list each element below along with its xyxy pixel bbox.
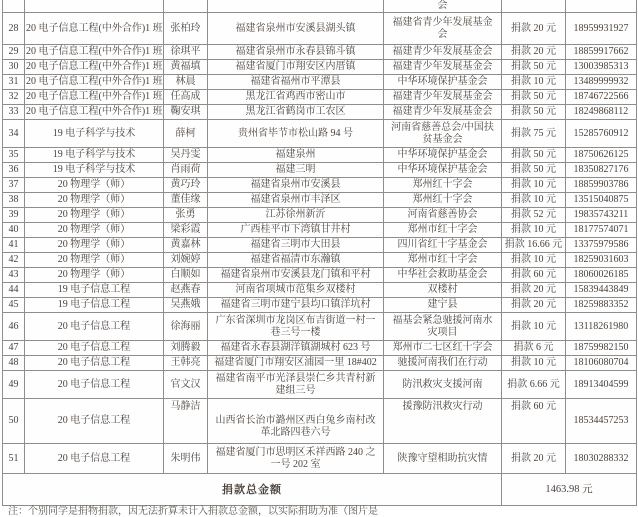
cell-address: 福建省南平市光泽县崇仁乡共青村新建组三号 [208, 371, 384, 399]
cell-index: 42 [3, 253, 25, 268]
cell-index: 28 [3, 13, 25, 45]
cell-class: 20 物理学（师） [25, 223, 164, 238]
cell-phone: 18259883352 [566, 298, 637, 313]
cell-donation-org: 福建青少年发展基金会 [384, 90, 502, 105]
table-row [3, 356, 637, 371]
table-row [3, 223, 637, 238]
cell-index: 44 [3, 283, 25, 298]
cell-address: 福建省泉州市安溪县湖头镇 [208, 13, 384, 45]
cell-donation-amount: 捐款 10 元 [502, 223, 566, 238]
cell-donation-org: 四川省红十字基金会 [384, 238, 502, 253]
total-amount-value: 1463.98 元 [502, 474, 637, 506]
cell-address [208, 0, 384, 13]
cell-phone: 18030288332 [566, 444, 637, 474]
cell-index: 29 [3, 45, 25, 60]
cell-index: 40 [3, 223, 25, 238]
cell-index: 30 [3, 60, 25, 75]
cell-class: 20 电子信息工程 [25, 444, 164, 474]
cell-donation-org: 会 [384, 0, 502, 13]
cell-phone: 18750626125 [566, 148, 637, 163]
cell-address: 福建省三明市大田县 [208, 238, 384, 253]
cell-index: 46 [3, 313, 25, 341]
table-row [3, 283, 637, 298]
table-row-partial [3, 0, 637, 13]
table-row [3, 105, 637, 120]
cell-donation-amount: 捐款 50 元 [502, 60, 566, 75]
cell-index: 33 [3, 105, 25, 120]
cell-index: 48 [3, 356, 25, 371]
cell-class: 20 电子信息工程 [25, 341, 164, 356]
cell-donation-amount: 捐款 10 元 [502, 193, 566, 208]
cell-phone: 13489999932 [566, 75, 637, 90]
cell-student-name: 董佳缘 [164, 193, 208, 208]
cell-index: 35 [3, 148, 25, 163]
cell-donation-org: 福建青少年发展基金会 [384, 105, 502, 120]
cell-donation-amount: 捐款 52 元 [502, 208, 566, 223]
cell-phone: 19835743211 [566, 208, 637, 223]
cell-address: 广东省深圳市龙岗区布吉街道一村一巷三号一楼 [208, 313, 384, 341]
cell-phone: 18534457253 [566, 399, 637, 444]
cell-donation-amount: 捐款 50 元 [502, 90, 566, 105]
cell-address: 福建省厦门市翔安区内厝镇 [208, 60, 384, 75]
cell-phone: 13515040875 [566, 193, 637, 208]
clipped-footnote-text: 注：个别同学是捐物捐款，因无法折算未计入捐款总金额，以实际捐助为准（图片是 [8, 506, 378, 517]
cell-class: 20 电子信息工程 [25, 371, 164, 399]
cell-class: 20 物理学（师） [25, 238, 164, 253]
cell-donation-org: 陕豫守望相助抗灾情 [384, 444, 502, 474]
cell-student-name: 刘腾毅 [164, 341, 208, 356]
cell-student-name: 林晨 [164, 75, 208, 90]
cell-donation-org: 郑州红十字会 [384, 178, 502, 193]
cell-donation-org: 中华环境保护基金会 [384, 148, 502, 163]
cell-student-name: 朱明伟 [164, 444, 208, 474]
table-row [3, 75, 637, 90]
cell-phone: 18350827176 [566, 163, 637, 178]
table-row [3, 193, 637, 208]
cell-index: 32 [3, 90, 25, 105]
cell-donation-org: 援豫防汛救灾行动 [384, 399, 502, 444]
cell-donation-amount: 捐款 20 元 [502, 13, 566, 45]
cell-donation-org: 建宁县 [384, 298, 502, 313]
cell-student-name: 黄嘉林 [164, 238, 208, 253]
cell-class: 20 电子信息工程(中外合作)1 班 [25, 13, 164, 45]
cell-index: 45 [3, 298, 25, 313]
cell-student-name: 刘婉婷 [164, 253, 208, 268]
cell-class: 20 电子信息工程 [25, 313, 164, 341]
cell-phone: 18249868112 [566, 105, 637, 120]
cell-address: 福建省泉州市安溪县龙门镇和平村 [208, 268, 384, 283]
cell-donation-org: 驰援河南我们在行动 [384, 356, 502, 371]
cell-donation-amount: 捐款 10 元 [502, 178, 566, 193]
cell-donation-org: 福建省青少年发展基金会 [384, 13, 502, 45]
cell-class: 20 物理学（师） [25, 193, 164, 208]
cell-donation-org: 双楼村 [384, 283, 502, 298]
cell-address: 福建省泉州市安溪县 [208, 178, 384, 193]
cell-address: 广西桂平市下湾镇甘井村 [208, 223, 384, 238]
cell-donation-amount: 捐款 50 元 [502, 148, 566, 163]
cell-student-name: 肖雨荷 [164, 163, 208, 178]
cell-student-name: 梁彩霞 [164, 223, 208, 238]
cell-address: 河南省项城市范集乡双楼村 [208, 283, 384, 298]
cell-donation-org: 河南省慈善总会/中国扶贫基金会 [384, 120, 502, 148]
cell-donation-amount: 捐款 20 元 [502, 45, 566, 60]
cell-class [25, 0, 164, 13]
table-row [3, 163, 637, 178]
table-row [3, 238, 637, 253]
cell-donation-org: 中华社会救助基金会 [384, 268, 502, 283]
cell-phone: 13118261980 [566, 313, 637, 341]
cell-donation-org: 郑州市红十字会 [384, 253, 502, 268]
cell-index: 36 [3, 163, 25, 178]
cell-class: 20 物理学（师） [25, 178, 164, 193]
cell-class: 20 电子信息工程 [25, 356, 164, 371]
cell-donation-amount: 捐款 10 元 [502, 75, 566, 90]
cell-address: 黑龙江省鹤岗市工农区 [208, 105, 384, 120]
cell-phone: 18746722566 [566, 90, 637, 105]
cell-class: 20 电子信息工程 [25, 399, 164, 444]
table-row [3, 45, 637, 60]
cell-index: 50 [3, 399, 25, 444]
cell-phone: 18106080704 [566, 356, 637, 371]
cell-donation-amount: 捐款 10 元 [502, 313, 566, 341]
table-row [3, 208, 637, 223]
total-label: 捐款总金额 [3, 474, 502, 506]
cell-donation-amount: 捐款 60 元 [502, 399, 566, 444]
cell-phone: 15285760912 [566, 120, 637, 148]
table-row [3, 178, 637, 193]
table-row [3, 399, 637, 444]
cell-address: 贵州省毕节市松山路 94 号 [208, 120, 384, 148]
table-row [3, 253, 637, 268]
cell-student-name: 王韩亮 [164, 356, 208, 371]
cell-class: 20 物理学（师） [25, 208, 164, 223]
cell-donation-amount: 捐款 50 元 [502, 105, 566, 120]
cell-address: 福建泉州 [208, 148, 384, 163]
cell-address: 福建省泉州市永春县锦斗镇 [208, 45, 384, 60]
cell-donation-amount: 捐款 75 元 [502, 120, 566, 148]
cell-phone: 13375979586 [566, 238, 637, 253]
cell-class: 19 电子信息工程 [25, 298, 164, 313]
cell-class: 20 电子信息工程(中外合作)1 班 [25, 105, 164, 120]
cell-class: 19 电子科学与技术 [25, 163, 164, 178]
cell-address: 福建省三明市建宁县均口镇洋坑村 [208, 298, 384, 313]
cell-student-name: 赵燕春 [164, 283, 208, 298]
cell-address: 福建省泉州市丰泽区 [208, 193, 384, 208]
table-row [3, 13, 637, 45]
cell-student-name: 马静洁 [164, 399, 208, 444]
table-row [3, 120, 637, 148]
cell-student-name [164, 0, 208, 13]
cell-address: 福建省福清市东瀚镇 [208, 253, 384, 268]
table-row [3, 298, 637, 313]
cell-student-name: 吴燕娥 [164, 298, 208, 313]
cell-class: 20 电子信息工程(中外合作)1 班 [25, 60, 164, 75]
cell-student-name: 薛柯 [164, 120, 208, 148]
cell-student-name: 鞠安琪 [164, 105, 208, 120]
cell-student-name: 徐海丽 [164, 313, 208, 341]
cell-phone: 15839443849 [566, 283, 637, 298]
cell-donation-amount: 捐款 6 元 [502, 341, 566, 356]
cell-phone: 18060026185 [566, 268, 637, 283]
cell-phone: 18759982150 [566, 341, 637, 356]
cell-class: 19 电子信息工程 [25, 283, 164, 298]
cell-phone: 18859903786 [566, 178, 637, 193]
cell-phone: 18913404599 [566, 371, 637, 399]
cell-donation-amount: 捐款 20 元 [502, 298, 566, 313]
donation-table [2, 0, 637, 506]
cell-donation-org: 福建青少年发展基金会 [384, 45, 502, 60]
cell-student-name: 黄福填 [164, 60, 208, 75]
cell-donation-org: 防汛救灾支援河南 [384, 371, 502, 399]
cell-index [3, 0, 25, 13]
cell-donation-amount: 捐款 6.66 元 [502, 371, 566, 399]
cell-donation-org: 郑州红十字会 [384, 193, 502, 208]
cell-student-name: 白顺如 [164, 268, 208, 283]
cell-student-name: 徐琪平 [164, 45, 208, 60]
total-row [3, 474, 637, 506]
table-footer [3, 474, 637, 506]
cell-donation-amount: 捐款 20 元 [502, 444, 566, 474]
table-row [3, 444, 637, 474]
table-body [3, 0, 637, 474]
cell-donation-org: 郑州市红十字会 [384, 223, 502, 238]
cell-phone [566, 0, 637, 13]
cell-student-name: 张勇 [164, 208, 208, 223]
cell-address: 福建省厦门市思明区禾祥西路 240 之一号 202 室 [208, 444, 384, 474]
cell-class: 19 电子科学与技术 [25, 148, 164, 163]
cell-donation-org: 福建青少年发展基金会 [384, 60, 502, 75]
cell-donation-amount: 捐款 20 元 [502, 283, 566, 298]
cell-index: 43 [3, 268, 25, 283]
cell-index: 37 [3, 178, 25, 193]
cell-index: 39 [3, 208, 25, 223]
cell-index: 38 [3, 193, 25, 208]
cell-address: 福建省永春县湖洋镇湖城村 623 号 [208, 341, 384, 356]
cell-student-name: 官文汉 [164, 371, 208, 399]
cell-donation-org: 河南省慈善协会 [384, 208, 502, 223]
cell-phone: 18177574071 [566, 223, 637, 238]
cell-class: 20 电子信息工程(中外合作)1 班 [25, 45, 164, 60]
cell-phone: 13003985313 [566, 60, 637, 75]
table-row [3, 90, 637, 105]
cell-student-name: 任高成 [164, 90, 208, 105]
cell-donation-amount: 捐款 60 元 [502, 268, 566, 283]
cell-index: 47 [3, 341, 25, 356]
cell-address: 福建省厦门市翔安区浦园一里 18#402 [208, 356, 384, 371]
cell-donation-amount: 捐款 16.66 元 [502, 238, 566, 253]
table-row [3, 313, 637, 341]
cell-class: 20 电子信息工程(中外合作)1 班 [25, 90, 164, 105]
cell-class: 20 物理学（师） [25, 268, 164, 283]
cell-address: 黑龙江省鸡西市密山市 [208, 90, 384, 105]
cell-phone: 18259031603 [566, 253, 637, 268]
table-row [3, 148, 637, 163]
table-row [3, 371, 637, 399]
cell-phone: 18959931927 [566, 13, 637, 45]
cell-address: 福建省福州市平潭县 [208, 75, 384, 90]
cell-index: 31 [3, 75, 25, 90]
table-row [3, 341, 637, 356]
cell-donation-org: 中华环境保护基金会 [384, 163, 502, 178]
cell-student-name: 张柏玲 [164, 13, 208, 45]
cell-address: 福建三明 [208, 163, 384, 178]
cell-donation-org: 中华环境保护基金会 [384, 75, 502, 90]
cell-donation-org: 郑州市二七区红十字会 [384, 341, 502, 356]
table-row [3, 60, 637, 75]
cell-student-name: 黄巧玲 [164, 178, 208, 193]
cell-address: 江苏徐州新沂 [208, 208, 384, 223]
cell-index: 34 [3, 120, 25, 148]
cell-index: 49 [3, 371, 25, 399]
cell-class: 20 电子信息工程(中外合作)1 班 [25, 75, 164, 90]
cell-address: 山西省长治市潞州区西白兔乡南村改革北路四巷六号 [208, 399, 384, 444]
cell-class: 19 电子科学与技术 [25, 120, 164, 148]
cell-donation-amount: 捐款 50 元 [502, 163, 566, 178]
cell-class: 20 物理学（师） [25, 253, 164, 268]
cell-donation-amount [502, 0, 566, 13]
cell-index: 41 [3, 238, 25, 253]
cell-phone: 18859917662 [566, 45, 637, 60]
table-row [3, 268, 637, 283]
cell-index: 51 [3, 444, 25, 474]
cell-student-name: 吴丹雯 [164, 148, 208, 163]
cell-donation-org: 福基会紧急驰援河南水灾项目 [384, 313, 502, 341]
cell-donation-amount: 捐款 10 元 [502, 356, 566, 371]
cell-donation-amount: 捐款 10 元 [502, 253, 566, 268]
